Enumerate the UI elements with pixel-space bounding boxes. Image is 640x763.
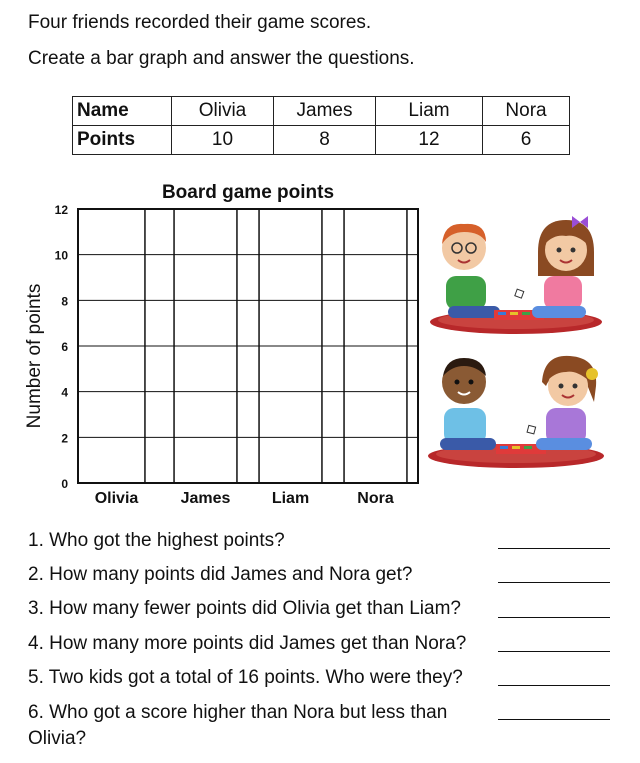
question-3: 3. How many fewer points did Olivia get than Liam? [28, 598, 461, 619]
question-2: 2. How many points did James and Nora get? [28, 564, 413, 585]
x-tick-label: Olivia [94, 490, 139, 507]
row-header-name: Name [73, 97, 172, 126]
y-tick-label: 2 [61, 431, 68, 446]
x-tick-label: Nora [357, 490, 394, 507]
y-axis-label: Number of points [24, 283, 45, 429]
x-tick-labels [95, 490, 394, 507]
name-cell: Olivia [172, 97, 274, 126]
question-6: 6. Who got a score higher than Nora but less than Olivia? [28, 702, 448, 749]
points-row [73, 126, 570, 155]
x-tick-label: James [180, 490, 231, 507]
points-cell: 10 [172, 126, 274, 155]
intro-line-2: Create a bar graph and answer the questions. [28, 48, 415, 69]
y-tick-label: 10 [54, 248, 68, 263]
y-tick-label: 4 [61, 385, 68, 400]
x-tick-label: Liam [271, 490, 310, 507]
boy-and-girl-playing-board-game [428, 214, 608, 336]
y-tick-label: 8 [61, 294, 68, 309]
question-4: 4. How many more points did James get than Nora? [28, 633, 467, 654]
name-cell: Liam [376, 97, 483, 126]
bar-chart-grid [40, 200, 430, 510]
y-tick-label: 6 [61, 340, 68, 354]
row-header-points: Points [73, 126, 172, 155]
answer-line-2[interactable] [498, 582, 610, 583]
answer-line-6[interactable] [498, 719, 610, 720]
name-cell: Nora [483, 97, 570, 126]
answer-line-3[interactable] [498, 617, 610, 618]
boy-and-girl-playing-board-game-2 [426, 352, 606, 472]
y-tick-labels [55, 203, 69, 491]
answer-line-5[interactable] [498, 685, 610, 686]
question-5: 5. Two kids got a total of 16 points. Who were they? [28, 667, 463, 688]
points-cell: 12 [376, 126, 483, 155]
answer-line-4[interactable] [498, 651, 610, 652]
answer-line-1[interactable] [498, 548, 610, 549]
points-cell: 8 [274, 126, 376, 155]
intro-line-1: Four friends recorded their game scores. [28, 12, 372, 33]
y-tick-label: 12 [54, 203, 68, 217]
y-tick-label: 0 [61, 477, 68, 491]
names-row [73, 97, 570, 126]
chart-title: Board game points [161, 182, 335, 203]
scores-table [72, 96, 570, 155]
points-cell: 6 [483, 126, 570, 155]
question-1: 1. Who got the highest points? [28, 530, 285, 551]
name-cell: James [274, 97, 376, 126]
chart-grid [78, 209, 418, 483]
